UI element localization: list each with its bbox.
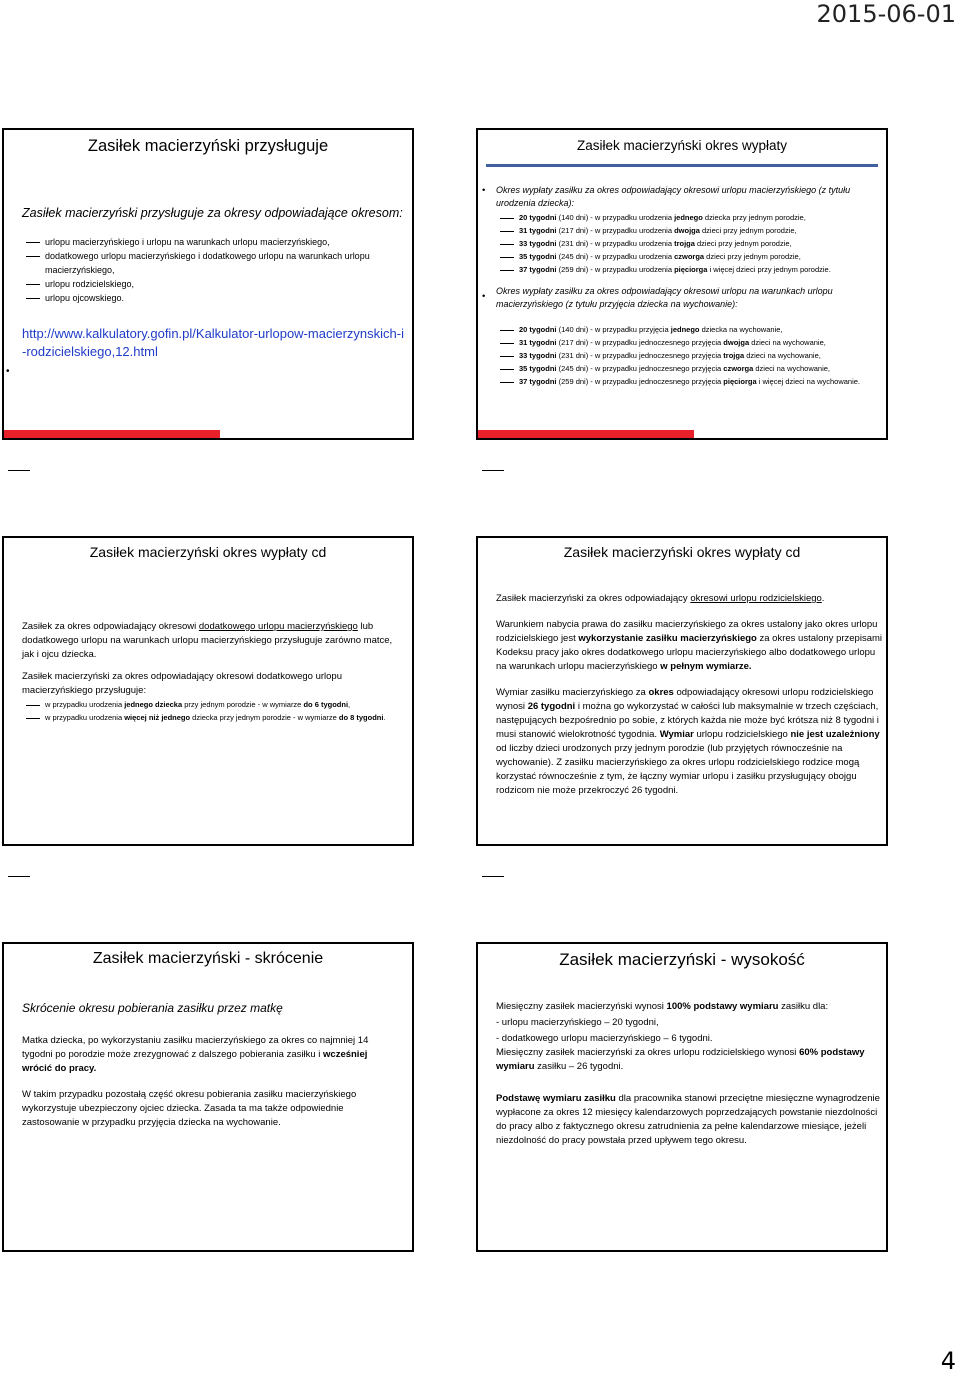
accent-bar [4,430,220,438]
slide-content [22,1000,398,1130]
list-item: 33 tygodni (231 dni) - w przypadku urodzenia trojga dzieci przy jednym porodzie, [500,237,880,250]
list-item: 35 tygodni (245 dni) - w przypadku jednoczesnego przyjęcia czworga dzieci na wychowanie, [500,362,880,375]
slide-4 [476,536,888,846]
paragraph: Zasiłek za okres odpowiadający okresowi dodatkowego urlopu macierzyńskiego lub dodatkowego urlopu na warunkach urlopu macierzyńskiego przysługuje zarówno matce, jak i ojcu dziecka. [22,621,393,660]
slide-content [496,1000,880,1148]
section-heading: Zasiłek macierzyński za okres odpowiadający okresowi urlopu rodzicielskiego. [496,593,825,604]
divider [482,470,504,471]
adoption-period-list [500,323,880,388]
lead-text: Okres wypłaty zasiłku za okres odpowiadający okresowi urlopu macierzyńskiego (z tytułu urodzenia dziecka): [496,185,851,208]
list-item: w przypadku urodzenia więcej niż jednego dziecka przy jednym porodzie - w wymiarze do 8 tygodni. [26,711,398,724]
list-item: 33 tygodni (231 dni) - w przypadku jednoczesnego przyjęcia trojga dzieci na wychowanie, [500,349,880,362]
divider [8,876,30,877]
list-item: 31 tygodni (217 dni) - w przypadku urodzenia dwojga dzieci przy jednym porodzie, [500,224,880,237]
slide-title: Zasiłek macierzyński okres wypłaty cd [563,544,801,560]
slide-title: Zasiłek macierzyński - wysokość [559,950,805,969]
title-rule [486,164,878,167]
divider [482,876,504,877]
list-item: 31 tygodni (217 dni) - w przypadku jednoczesnego przyjęcia dwojga dzieci na wychowanie, [500,336,880,349]
paragraph: Matka dziecka, po wykorzystaniu zasiłku macierzyńskiego za okres co najmniej 14 tygodni po porodzie może zrezygnować z dalszego pobierania zasiłku i wcześniej wrócić do pracy. [22,1035,369,1074]
lead-text: Zasiłek macierzyński przysługuje za okresy odpowiadające okresom: [22,206,403,220]
list-item: urlopu macierzyńskiego i urlopu na warunkach urlopu macierzyńskiego, [26,235,406,249]
bullet-icon: • [482,291,486,302]
slide-title: Zasiłek macierzyński okres wypłaty [576,138,788,153]
paragraph: Wymiar zasiłku macierzyńskiego za okres odpowiadający okresowi urlopu rodzicielskiego wynosi 26 tygodni i można go wykorzystać w całości lub maksymalnie w trzech częściach, następujących bezpośrednio po sobie, z których każda nie może być krótsza niż 8 tygodni i musi stanowić wielokrotność tygodnia. Wymiar urlopu rodzicielskiego nie jest uzależniony od liczby dzieci urodzonych przy jednym porodzie (lub przyjętych równocześnie na wychowanie). Z zasiłku macierzyńskiego za okres urlopu rodzicielskiego rodzice mogą korzystać równocześnie z tym, że łączny wymiar urlopu i zasiłku przysługujący obojgu rodzicom nie może przekroczyć 26 tygodni. [496,687,880,796]
slide-title: Zasiłek macierzyński - skrócenie [92,950,324,967]
divider [8,470,30,471]
bullet-icon: • [6,366,10,377]
slide-6 [476,942,888,1252]
accent-bar [478,430,694,438]
slide-2 [476,128,888,440]
list-item: 37 tygodni (259 dni) - w przypadku urodzenia pięciorga i więcej dzieci przy jednym porodzie. [500,263,880,276]
additional-leave-list [26,698,398,724]
slide-content [496,592,882,798]
paragraph: W takim przypadku pozostałą część okresu pobierania zasiłku macierzyńskiego wykorzystuje ubezpieczony ojciec dziecka. Zasada ta ma także odpowiednie zastosowanie w przypadku przyjęcia dziecka na wychowanie. [22,1089,357,1128]
slide-title: Zasiłek macierzyński okres wypłaty cd [89,544,327,560]
slide-content [6,205,406,377]
list-item: - urlopu macierzyńskiego – 20 tygodni, [496,1017,659,1028]
list-item: w przypadku urodzenia jednego dziecka przy jednym porodzie - w wymiarze do 6 tygodni, [26,698,398,711]
lead-text: Skrócenie okresu pobierania zasiłku przez matkę [22,1001,283,1015]
bullet-icon: • [482,185,486,196]
lead-text: Okres wypłaty zasiłku za okres odpowiadający okresowi urlopu na warunkach urlopu macierzyńskiego (z tytułu przyjęcia dziecka na wychowanie): [496,286,833,309]
slide-content [22,620,398,724]
birth-period-list [500,211,880,276]
paragraph: Warunkiem nabycia prawa do zasiłku macierzyńskiego za okres ustalony jako okres urlopu rodzicielskiego jest wykorzystanie zasiłku macierzyńskiego za okres ustalony przepisami Kodeksu pracy jako okres dodatkowego urlopu macierzyńskiego albo dodatkowego urlopu na warunkach urlopu macierzyńskiego w pełnym wymiarze. [496,619,882,672]
list-item: dodatkowego urlopu macierzyńskiego i dodatkowego urlopu na warunkach urlopu macierzyńskiego, [26,249,406,277]
paragraph: Miesięczny zasiłek macierzyński wynosi 100% podstawy wymiaru zasiłku dla: [496,1001,829,1012]
slide-title: Zasiłek macierzyński przysługuje [87,137,329,155]
list-item: urlopu rodzicielskiego, [26,277,406,291]
paragraph: Zasiłek macierzyński za okres odpowiadający okresowi dodatkowego urlopu macierzyńskiego przysługuje: [22,671,342,696]
list-item: - dodatkowego urlopu macierzyńskiego – 6 tygodni. [496,1033,713,1044]
page-number: 4 [940,1347,956,1375]
list-item: urlopu ojcowskiego. [26,291,406,305]
calculator-link[interactable]: http://www.kalkulatory.gofin.pl/Kalkulator-urlopow-macierzynskich-i-rodzicielskiego,12.html [22,326,404,359]
slide-5 [2,942,414,1252]
paragraph: Miesięczny zasiłek macierzyński za okres urlopu rodzicielskiego wynosi 60% podstawy wymiaru zasiłku – 26 tygodni. [496,1047,865,1072]
slide-3 [2,536,414,846]
paragraph: Podstawę wymiaru zasiłku dla pracownika stanowi przeciętne miesięczne wynagrodzenie wypłacone za okres 12 miesięcy kalendarzowych poprzedzających powstanie niezdolności do pracy albo z faktycznego okresu zatrudnienia za pełne kalendarzowe miesiące, jeżeli niezdolność do pracy powstała przed upływem tego okresu. [496,1093,880,1146]
list-item: 20 tygodni (140 dni) - w przypadku przyjęcia jednego dziecka na wychowanie, [500,323,880,336]
period-list [26,235,406,305]
list-item: 35 tygodni (245 dni) - w przypadku urodzenia czworga dzieci przy jednym porodzie, [500,250,880,263]
print-date: 2015-06-01 [816,0,956,28]
list-item: 20 tygodni (140 dni) - w przypadku urodzenia jednego dziecka przy jednym porodzie, [500,211,880,224]
slide-content [482,184,880,388]
slide-1 [2,128,414,440]
list-item: 37 tygodni (259 dni) - w przypadku jednoczesnego przyjęcia pięciorga i więcej dzieci na wychowanie. [500,375,880,388]
